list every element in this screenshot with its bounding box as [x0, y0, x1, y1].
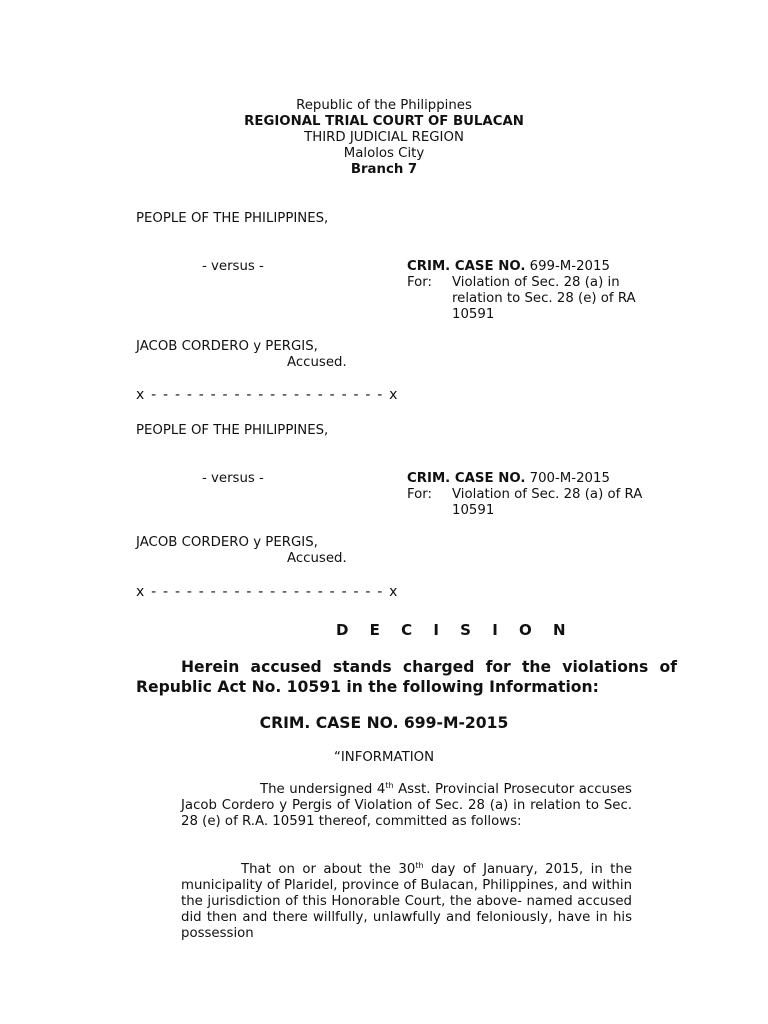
- accused-name: JACOB CORDERO y PERGIS,: [136, 339, 318, 354]
- case-number-line: [407, 259, 610, 275]
- paragraph-text: Asst. Provincial Prosecutor accuses Jacob Cordero y Pergis of Violation of Sec. 28 (a) in relation to Sec. 28 (e) of R.A. 10591 thereof, committed as follows:: [181, 782, 632, 829]
- charge-line: relation to Sec. 28 (e) of RA: [452, 291, 636, 306]
- paragraph-text: The undersigned 4: [260, 782, 386, 797]
- paragraph-text: day of January, 2015, in the municipality of Plaridel, province of Bulacan, Philippines, and within the jurisdiction of this Honorable Court, the above- named accused did then and there willfully, unlawfully and feloniously, have in his possession: [181, 862, 632, 941]
- case-number-label: CRIM. CASE NO.: [407, 259, 526, 274]
- court-name: REGIONAL TRIAL COURT OF BULACAN: [244, 114, 524, 129]
- charge-line: Violation of Sec. 28 (a) of RA: [452, 487, 643, 502]
- charge-line: 10591: [452, 503, 495, 518]
- judicial-region: THIRD JUDICIAL REGION: [304, 130, 464, 145]
- case-number-value: 699-M-2015: [529, 259, 610, 274]
- plaintiff-name: PEOPLE OF THE PHILIPPINES,: [136, 211, 329, 226]
- accused-label: Accused.: [287, 551, 347, 566]
- case-number-line: [407, 471, 610, 487]
- caption-separator: x - - - - - - - - - - - - - - - - - - - - x: [136, 584, 399, 600]
- caption-separator: x - - - - - - - - - - - - - - - - - - - - x: [136, 387, 399, 403]
- accused-label: Accused.: [287, 355, 347, 370]
- ordinal-suffix: th: [385, 781, 394, 790]
- paragraph-text: That on or about the 30: [241, 862, 416, 877]
- for-label: For:: [407, 487, 433, 502]
- information-paragraph: [181, 782, 632, 830]
- charge-line: Violation of Sec. 28 (a) in: [452, 275, 620, 290]
- case-heading: CRIM. CASE NO. 699-M-2015: [259, 714, 509, 732]
- case-number-label: CRIM. CASE NO.: [407, 471, 526, 486]
- decision-title: D E C I S I O N: [336, 621, 574, 639]
- charge-line: 10591: [452, 307, 495, 322]
- for-label: For:: [407, 275, 433, 290]
- intro-text: Herein accused stands charged for the violations of Republic Act No. 10591 in the following Information:: [136, 658, 677, 696]
- branch-line: Branch 7: [350, 162, 418, 177]
- republic-line: Republic of the Philippines: [296, 98, 472, 113]
- ordinal-suffix: th: [415, 861, 424, 870]
- information-heading: “INFORMATION: [333, 750, 435, 765]
- accused-name: JACOB CORDERO y PERGIS,: [136, 535, 318, 550]
- versus-label: - versus -: [202, 471, 264, 486]
- city-line: Malolos City: [343, 146, 425, 161]
- information-paragraph: [181, 862, 632, 942]
- case-number-value: 700-M-2015: [529, 471, 610, 486]
- plaintiff-name: PEOPLE OF THE PHILIPPINES,: [136, 423, 329, 438]
- versus-label: - versus -: [202, 259, 264, 274]
- intro-paragraph: [136, 657, 677, 697]
